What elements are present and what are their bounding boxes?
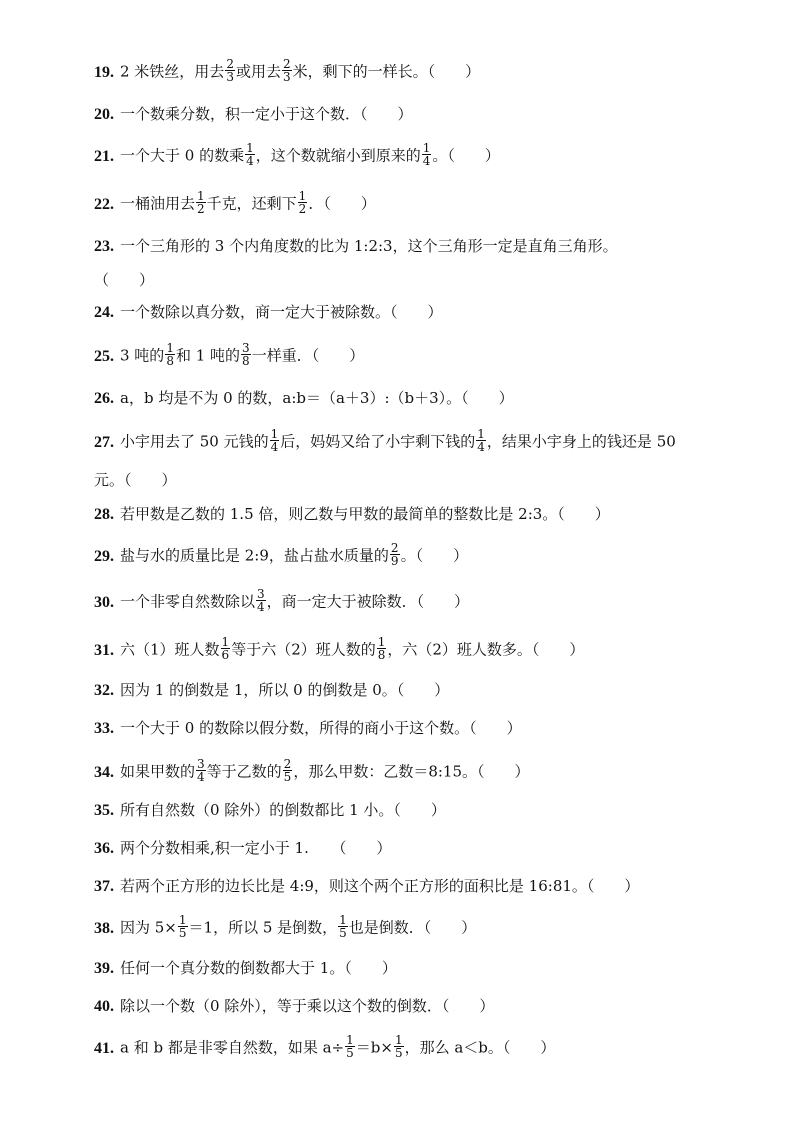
question-39 [94,958,734,979]
fraction [282,58,292,83]
question-number: 23. [94,238,114,255]
fraction [178,914,188,939]
question-25 [94,341,734,369]
question-text: a 和 b 都是非零自然数，如果 a÷ [120,1038,345,1057]
fraction-denominator: 2 [197,202,205,216]
fraction [225,58,235,83]
question-number: 40. [94,998,114,1015]
question-text: 任何一个真分数的倒数都大于 1。（ ） [120,959,397,977]
fraction [345,1034,355,1059]
question-text: 两个分数相乘,积一定小于 1. （ ） [120,839,392,857]
question-text: 因为 1 的倒数是 1，所以 0 的倒数是 0。（ ） [120,681,450,699]
fraction-denominator: 2 [298,202,307,216]
question-text: 如果甲数的 [120,762,196,781]
question-text: 千克，还剩下 [206,194,297,213]
question-number: 21. [94,147,114,165]
question-37 [94,876,734,897]
fraction-denominator: 8 [242,354,250,368]
question-text: 3 吨的 [120,346,165,365]
fraction-numerator: 1 [270,427,279,441]
question-number: 38. [94,919,114,937]
fraction [165,342,175,367]
fraction-denominator: 5 [178,926,187,940]
question-number: 37. [94,878,114,895]
fraction-numerator: 2 [226,57,234,71]
question-text: 因为 5× [120,918,177,937]
fraction [241,342,251,367]
question-19 [94,57,734,85]
question-text: 一个非零自然数除以 [120,592,256,611]
fraction [476,428,486,453]
question-text: 一个数除以真分数，商一定大于被除数。（ ） [120,303,443,321]
fraction-numerator: 1 [346,1033,354,1047]
fraction [221,636,231,661]
question-number: 31. [94,641,114,659]
fraction-numerator: 1 [477,427,485,441]
fraction-numerator: 1 [221,635,230,649]
question-number: 25. [94,347,114,365]
question-32 [94,680,734,701]
question-text: 六（1）班人数 [120,640,220,659]
question-number: 39. [94,960,114,977]
question-36 [94,838,734,859]
question-text: 一个大于 0 的数除以假分数，所得的商小于这个数。（ ） [120,719,522,737]
fraction-denominator: 4 [246,154,254,168]
fraction-numerator: 3 [197,757,205,771]
question-text: 米，剩下的一样长。（ ） [292,62,481,81]
question-text: 一个三角形的 3 个内角度数的比为 1:2:3，这个三角形一定是直角三角形。 [120,237,618,255]
fraction-numerator: 2 [283,757,292,771]
fraction [196,190,206,215]
question-number: 24. [94,304,114,321]
fraction-numerator: 1 [339,913,347,927]
question-20 [94,104,734,125]
question-35 [94,800,734,821]
question-text: ．（ ） [308,194,376,213]
fraction [245,142,255,167]
question-text: 所有自然数（0 除外）的倒数都比 1 小。（ ） [120,801,446,819]
question-number: 41. [94,1039,114,1057]
fraction [338,914,348,939]
question-text: ＝1，所以 5 是倒数， [188,918,338,937]
question-text: 一桶油用去 [120,194,196,213]
fraction-denominator: 4 [270,440,279,454]
fraction-numerator: 2 [390,541,399,555]
fraction [390,542,400,567]
question-30 [94,587,734,615]
question-text: 2 米铁丝，用去 [120,62,225,81]
fraction-denominator: 6 [221,648,230,662]
question-number: 32. [94,682,114,699]
fraction-numerator: 1 [197,189,205,203]
question-text: 除以一个数（0 除外），等于乘以这个数的倒数．（ ） [120,997,495,1015]
question-number: 29. [94,547,114,565]
question-text: 等于乙数的 [206,762,282,781]
question-text: 也是倒数．（ ） [348,918,477,937]
question-40 [94,996,734,1017]
question-text: ，商一定大于被除数．（ ） [266,592,470,611]
question-23 [94,236,734,257]
fraction-denominator: 8 [377,648,386,662]
question-text: 和 1 吨的 [175,346,241,365]
question-text: ，结果小宇身上的钱还是 50 [486,432,676,451]
fraction-numerator: 1 [377,635,386,649]
question-number: 19. [94,63,114,81]
question-number: 30. [94,593,114,611]
question-29 [94,541,734,569]
question-text: 若两个正方形的边长比是 4:9，则这个两个正方形的面积比是 16:81。（ ） [120,877,640,895]
fraction-denominator: 5 [346,1046,354,1060]
fraction [298,190,308,215]
fraction-denominator: 3 [282,70,291,84]
fraction [422,142,432,167]
question-text: ，这个数就缩小到原来的 [255,146,421,165]
question-text: ，那么甲数：乙数＝8:15。（ ） [293,762,530,781]
question-number: 26. [94,390,114,407]
question-text: 。（ ） [432,146,500,165]
question-text: 若甲数是乙数的 1.5 倍，则乙数与甲数的最简单的整数比是 2:3。（ ） [120,505,610,523]
question-34 [94,757,734,785]
fraction-denominator: 3 [226,70,234,84]
fraction-numerator: 1 [178,913,187,927]
fraction-denominator: 4 [257,600,265,614]
question-number: 35. [94,802,114,819]
question-38 [94,913,734,941]
fraction-numerator: 1 [422,141,431,155]
fraction-denominator: 5 [394,1046,403,1060]
fraction-denominator: 8 [166,354,174,368]
question-number: 28. [94,506,114,523]
question-22 [94,189,734,217]
question-text: 一个数乘分数，积一定小于这个数．（ ） [120,105,413,123]
fraction-denominator: 4 [422,154,431,168]
fraction-denominator: 4 [197,770,205,784]
question-24 [94,302,734,323]
fraction-numerator: 3 [257,587,265,601]
fraction-denominator: 4 [477,440,485,454]
fraction [377,636,387,661]
question-31 [94,635,734,663]
question-21 [94,141,734,169]
question-continuation: 元。（ ） [94,471,177,489]
question-text: 等于六（2）班人数的 [231,640,376,659]
question-text: 后，妈妈又给了小宇剩下钱的 [280,432,476,451]
fraction [270,428,280,453]
question-text: 盐与水的质量比是 2:9，盐占盐水质量的 [120,546,389,565]
question-33 [94,718,734,739]
fraction-numerator: 1 [298,189,307,203]
question-number: 34. [94,763,114,781]
question-27 [94,427,734,455]
fraction [283,758,293,783]
fraction-denominator: 5 [283,770,292,784]
question-continuation: （ ） [94,271,155,289]
question-text: 小宇用去了 50 元钱的 [120,432,269,451]
question-number: 22. [94,195,114,213]
fraction-numerator: 2 [282,57,291,71]
fraction-numerator: 1 [246,141,254,155]
fraction-numerator: 1 [166,341,174,355]
fraction [394,1034,404,1059]
fraction-numerator: 3 [242,341,250,355]
question-number: 36. [94,840,114,857]
question-28 [94,504,734,525]
fraction-denominator: 5 [339,926,347,940]
fraction-denominator: 9 [390,554,399,568]
question-text: 一样重．（ ） [251,346,365,365]
question-41 [94,1033,734,1061]
question-number: 33. [94,720,114,737]
fraction-numerator: 1 [394,1033,403,1047]
fraction [196,758,206,783]
question-text: ＝b× [355,1038,393,1057]
question-text: 或用去 [235,62,281,81]
question-26 [94,388,734,409]
question-text: ，那么 a＜b。（ ） [404,1038,556,1057]
question-text: 一个大于 0 的数乘 [120,146,245,165]
question-number: 20. [94,106,114,123]
question-text: 。（ ） [400,546,469,565]
question-number: 27. [94,433,114,451]
question-text: ，六（2）班人数多。（ ） [387,640,585,659]
question-text: a，b 均是不为 0 的数，a:b＝（a＋3）:（b＋3）。（ ） [120,389,514,407]
fraction [256,588,266,613]
